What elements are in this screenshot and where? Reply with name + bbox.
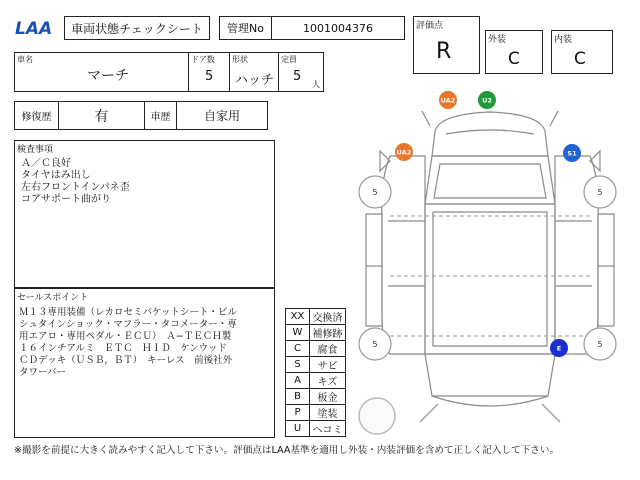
inspection-line: タイヤはみ出し xyxy=(21,170,91,181)
shape-label: 形状 xyxy=(232,55,248,64)
marker-label: E xyxy=(556,344,562,353)
legend-code: A xyxy=(286,373,310,389)
interior-box xyxy=(551,30,613,74)
sales-line: シュタインショック・マフラー・タコメーター・専 xyxy=(19,319,237,330)
exterior-box xyxy=(485,30,543,74)
legend-meaning: キズ xyxy=(310,373,346,389)
car-diagram xyxy=(350,86,630,440)
sales-line: 用エアロ・専用ペダル・ＥＣＵ） Ａ−ＴＥＣＨ製 xyxy=(19,331,232,342)
mgmt-label-box xyxy=(219,16,272,40)
legend-meaning: ヘコミ xyxy=(310,421,346,437)
type-label-box xyxy=(144,101,177,130)
sales-line: Ｍ１３専用装備（レカロセミバケットシート・ビル xyxy=(19,307,238,318)
shape-value: ハッチ xyxy=(235,73,275,88)
legend-row xyxy=(286,373,346,389)
type-value-box xyxy=(176,101,268,130)
vehicle-name-label: 車名 xyxy=(17,55,33,64)
doors-label: ドア数 xyxy=(191,55,215,64)
sales-line: タワーバー xyxy=(19,367,67,378)
spare-tire-icon xyxy=(359,398,395,434)
tire-label-rr: 5 xyxy=(597,340,603,349)
inspection-label: 検査事項 xyxy=(17,145,54,155)
legend-meaning: 塗装 xyxy=(310,405,346,421)
inspection-line: コアサポート曲がり xyxy=(21,194,111,205)
tire-label-fl: 5 xyxy=(372,188,378,197)
legend-meaning: 板金 xyxy=(310,389,346,405)
inspection-box xyxy=(14,140,275,288)
vehicle-name-box xyxy=(14,52,189,92)
marker-label: U2 xyxy=(482,96,492,105)
repair-label-box xyxy=(14,101,59,130)
sales-line: ＣＤデッキ（ＵＳＢ，ＢＴ） キーレス 前後社外 xyxy=(19,355,233,366)
marker-label: UA2 xyxy=(396,148,412,157)
interior-label: 内装 xyxy=(554,35,573,45)
marker-label: S1 xyxy=(567,149,577,158)
legend-code: B xyxy=(286,389,310,405)
repair-label: 修復歴 xyxy=(21,112,52,123)
exterior-label: 外装 xyxy=(488,35,507,45)
shape-box xyxy=(229,52,279,92)
doors-box xyxy=(188,52,230,92)
panel-guides xyxy=(390,216,590,336)
inspection-line: Ａ／Ｃ良好 xyxy=(21,158,71,169)
sales-lines xyxy=(19,307,237,379)
legend-row xyxy=(286,405,346,421)
footer-note: ※撮影を前提に大きく読みやすく記入して下さい。評価点はLAA基準を適用し外装・内装評価を含めて正しく記入して下さい。 xyxy=(14,445,560,456)
sales-box xyxy=(14,288,275,438)
capacity-box xyxy=(278,52,324,92)
legend-table xyxy=(285,308,346,437)
laa-logo-icon xyxy=(14,19,64,37)
capacity-value: 5 xyxy=(293,69,302,84)
legend-code: C xyxy=(286,341,310,357)
sales-line: １６インチアルミ ＥＴＣ ＨＩＤ ケンウッド xyxy=(19,343,227,354)
legend-row xyxy=(286,341,346,357)
legend-row xyxy=(286,309,346,325)
legend-code: P xyxy=(286,405,310,421)
legend-meaning: 補修跡 xyxy=(310,325,346,341)
tire-label-rl: 5 xyxy=(372,340,378,349)
mgmt-no-box xyxy=(271,16,405,40)
vehicle-name: マーチ xyxy=(87,68,129,84)
legend-code: XX xyxy=(286,309,310,325)
exterior-value: C xyxy=(508,49,520,69)
inspection-line: 左右フロントインパネ歪 xyxy=(21,182,130,193)
legend-meaning: サビ xyxy=(310,357,346,373)
capacity-unit: 人 xyxy=(312,80,320,89)
legend-code: U xyxy=(286,421,310,437)
legend-row xyxy=(286,357,346,373)
capacity-label: 定員 xyxy=(281,55,297,64)
mgmt-no: 1001004376 xyxy=(303,21,373,35)
svg-text:LAA: LAA xyxy=(15,19,53,37)
legend-code: W xyxy=(286,325,310,341)
score-value: R xyxy=(436,39,452,64)
legend-code: S xyxy=(286,357,310,373)
mgmt-label: 管理No xyxy=(227,22,264,35)
doors-value: 5 xyxy=(205,69,214,84)
score-label: 評価点 xyxy=(416,21,444,31)
inspection-lines xyxy=(21,158,130,206)
repair-value: 有 xyxy=(94,108,109,125)
sheet-title-box xyxy=(64,16,210,40)
legend-meaning: 交換済 xyxy=(310,309,346,325)
legend-row xyxy=(286,421,346,437)
interior-value: C xyxy=(574,49,586,69)
type-label: 車歴 xyxy=(150,112,171,123)
legend-row xyxy=(286,389,346,405)
repair-value-box xyxy=(58,101,145,130)
legend-row xyxy=(286,325,346,341)
sales-label: セールスポイント xyxy=(17,293,89,303)
score-box xyxy=(413,16,480,74)
legend-meaning: 腐食 xyxy=(310,341,346,357)
laa-logo xyxy=(14,19,64,37)
damage-markers xyxy=(395,91,581,357)
marker-label: UA2 xyxy=(440,96,456,105)
tire-label-fr: 5 xyxy=(597,188,603,197)
sheet-title: 車両状態チェックシート xyxy=(71,21,203,36)
type-value: 自家用 xyxy=(203,109,240,123)
